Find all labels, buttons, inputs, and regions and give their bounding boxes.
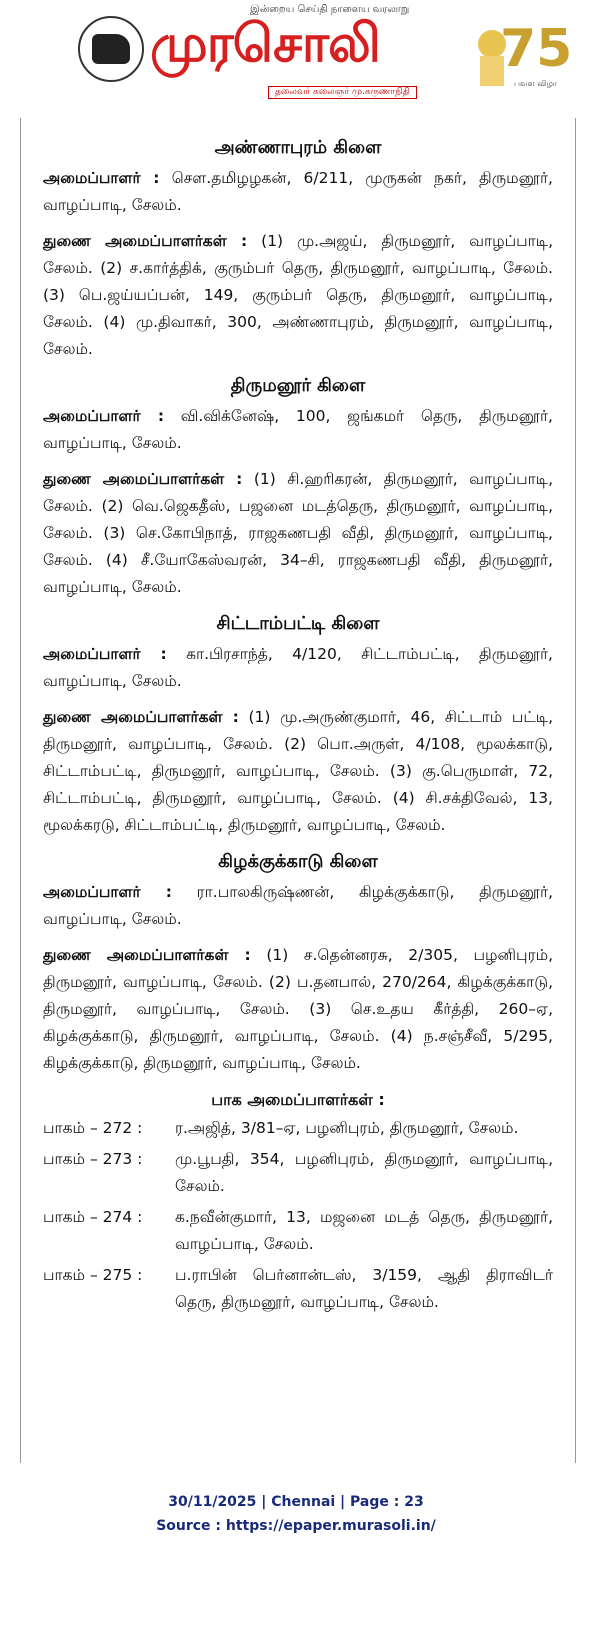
deputies-paragraph (43, 228, 553, 363)
branch-section-2 (43, 610, 553, 839)
branch-title: அண்ணாபுரம் கிளை (214, 137, 382, 158)
newspaper-logo: முரசொலி (150, 14, 380, 74)
organizer-label: அமைப்பாளர் : (43, 169, 160, 187)
article-column (20, 118, 576, 1463)
deputies-label: துணை அமைப்பாளர்கள் : (43, 946, 251, 964)
anniversary-75-icon (470, 4, 573, 94)
branch-title: சிட்டாம்பட்டி கிளை (216, 613, 380, 634)
footer-source-link[interactable]: Source : https://epaper.murasoli.in/ (156, 1518, 436, 1534)
branch-title: திருமனூர் கிளை (230, 375, 366, 396)
booth-value: ப.ராபின் பெர்னான்டஸ், 3/159, ஆதி திராவிடர் தெரு, திருமனூர், வாழப்பாடி, சேலம். (175, 1266, 553, 1311)
booth-section-title: பாக அமைப்பாளர்கள் : (211, 1090, 385, 1109)
booth-value: க.நவீன்குமார், 13, மஜனை மடத் தெரு, திருமனூர், வாழப்பாடி, சேலம். (175, 1208, 553, 1253)
emblem-icon (78, 16, 144, 82)
deputies-paragraph (43, 942, 553, 1077)
booth-key: பாகம் – 275 : (43, 1266, 143, 1284)
organizer-text: வி.விக்னேஷ், 100, ஜங்கமர் தெரு, திருமனூர், வாழப்பாடி, சேலம். (43, 407, 553, 452)
deputies-label: துணை அமைப்பாளர்கள் : (43, 232, 248, 250)
branch-section-1 (43, 372, 553, 601)
footer-date-line: 30/11/2025 | Chennai | Page : 23 (168, 1494, 424, 1510)
deputies-text: (1) மு.அஜய், திருமனூர், வாழப்பாடி, சேலம். (2) ச.கார்த்திக், குரும்பர் தெரு, திருமனூர், வாழப்பாடி, சேலம். (3) பெ.ஜய்யப்பன், 149, குரும்பர் தெரு, திருமனூர், வாழப்பாடி, சேலம். (4) மு.திவாகர், 300, அண்ணாபுரம், திருமனூர், வாழப்பாடி, சேலம். (43, 232, 553, 358)
booth-item (43, 1146, 553, 1200)
anniversary-number: 75 (500, 19, 573, 79)
masthead (0, 0, 592, 118)
branch-section-3 (43, 848, 553, 1077)
branch-section-0 (43, 134, 553, 363)
masthead-founder: தலைவர் கலைஞர் மு.கருணாநிதி (268, 86, 417, 99)
organizer-paragraph (43, 403, 553, 457)
deputies-text: (1) மு.அருண்குமார், 46, சிட்டாம் பட்டி, திருமனூர், வாழப்பாடி, சேலம். (2) பொ.அருள், 4/108, மூலக்காடு, சிட்டாம்பட்டி, திருமனூர், வாழப்பாடி, சேலம். (3) கு.பெருமாள், 72, சிட்டாம்பட்டி, திருமனூர், வாழப்பாடி, சேலம். (4) சி.சக்திவேல், 13, மூலக்கரடு, சிட்டாம்பட்டி, திருமனூர், வாழப்பாடி, சேலம். (43, 708, 554, 834)
anniversary-sub: பவள விழா (514, 79, 558, 88)
branch-title: கிழக்குக்காடு கிளை (218, 851, 378, 872)
deputies-label: துணை அமைப்பாளர்கள் : (43, 470, 243, 488)
booth-item (43, 1262, 553, 1316)
deputies-text: (1) சி.ஹரிகரன், திருமனூர், வாழப்பாடி, சேலம். (2) வெ.ஜெகதீஸ், பஜனை மடத்தெரு, திருமனூர், வாழப்பாடி, சேலம். (3) செ.கோபிநாத், ராஜகணபதி வீதி, திருமனூர், வாழப்பாடி, சேலம். (4) சீ.யோகேஸ்வரன், 34–சி, ராஜகணபதி வீதி, திருமனூர், வாழப்பாடி, சேலம். (43, 470, 553, 596)
booth-item (43, 1204, 553, 1258)
booth-key: பாகம் – 273 : (43, 1150, 143, 1168)
masthead-tagline: இன்றைய செய்தி நாளைய வரலாறு (250, 4, 410, 15)
organizer-paragraph (43, 165, 553, 219)
deputies-paragraph (43, 704, 553, 839)
booth-item (43, 1115, 553, 1142)
organizer-paragraph (43, 879, 553, 933)
booth-section (43, 1086, 553, 1316)
deputies-paragraph (43, 466, 553, 601)
organizer-text: சௌ.தமிழழகன், 6/211, முருகன் நகர், திருமனூர், வாழப்பாடி, சேலம். (43, 169, 553, 214)
deputies-text: (1) ச.தென்னரசு, 2/305, பழனிபுரம், திருமனூர், வாழப்பாடி, சேலம். (2) ப.தனபால், 270/264, கிழக்குக்காடு, திருமனூர், வாழப்பாடி, சேலம். (3) செ.உதய கீர்த்தி, 260–ஏ, கிழக்குக்காடு, திருமனூர், வாழப்பாடி, சேலம். (4) ந.சஞ்சீவீ, 5/295, கிழக்குக்காடு, திருமனூர், வாழப்பாடி, சேலம். (43, 946, 553, 1072)
organizer-label: அமைப்பாளர் : (43, 407, 165, 425)
page-footer (0, 1490, 592, 1538)
organizer-text: கா.பிரசாந்த், 4/120, சிட்டாம்பட்டி, திருமனூர், வாழப்பாடி, சேலம். (43, 645, 553, 690)
organizer-label: அமைப்பாளர் : (43, 645, 167, 663)
booth-key: பாகம் – 272 : (43, 1119, 143, 1137)
organizer-paragraph (43, 641, 553, 695)
booth-value: மு.பூபதி, 354, பழனிபுரம், திருமனூர், வாழப்பாடி, சேலம். (175, 1150, 553, 1195)
booth-key: பாகம் – 274 : (43, 1208, 143, 1226)
deputies-label: துணை அமைப்பாளர்கள் : (43, 708, 239, 726)
organizer-label: அமைப்பாளர் : (43, 883, 172, 901)
organizer-text: ரா.பாலகிருஷ்ணன், கிழக்குக்காடு, திருமனூர், வாழப்பாடி, சேலம். (43, 883, 554, 928)
booth-value: ர.அஜித், 3/81–ஏ, பழனிபுரம், திருமனூர், சேலம். (175, 1119, 519, 1137)
